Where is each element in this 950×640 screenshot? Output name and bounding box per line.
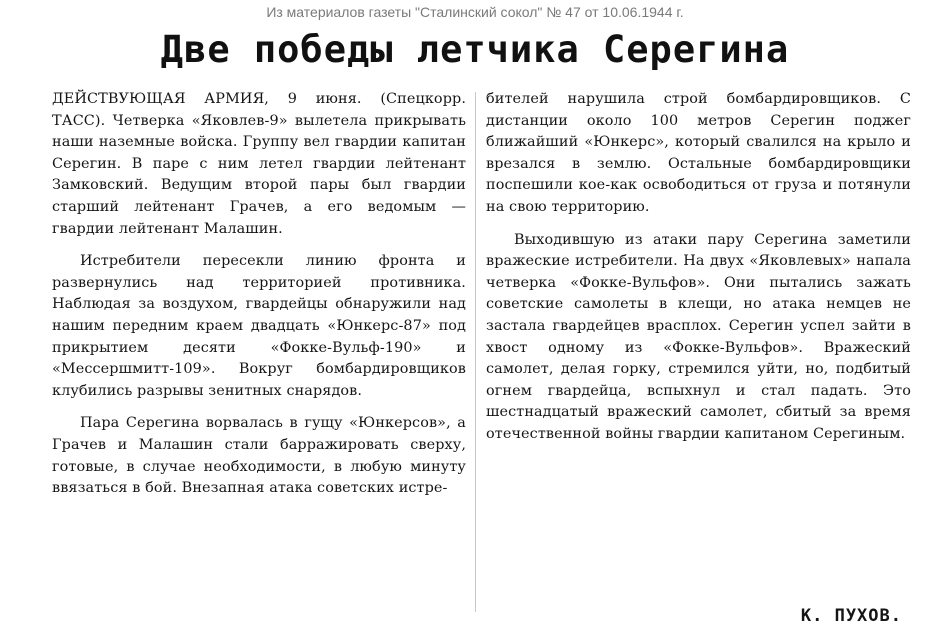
article-paragraph: бителей нарушила строй бомбардировщиков. С дистанции около 100 метров Серегин поджег ближайший «Юнкерс», который свалился на крыло и врезался в землю. Остальные бомбардировщики поспешили кое-как освободиться от груза и потянули на свою территорию. — [486, 91, 911, 215]
article-paragraph: ДЕЙСТВУЮЩАЯ АРМИЯ, 9 июня. (Спецкорр. ТАСС). Четверка «Яковлев-9» вылетела прикрывать наши наземные войска. Группу вел гвардии капитан Серегин. В паре с ним летел гвардии лейтенант Замковский. Ведущим второй пары был гвардии старший лейтенант Грачев, а его ведомым — гвардии лейтенант Малашин. — [52, 91, 466, 237]
column-divider — [475, 92, 476, 612]
article-paragraph: Пара Серегина ворвалась в гущу «Юнкерсов», а Грачев и Малашин стали барражировать сверху, готовые, в случае необходимости, в любую минуту ввязаться в бой. Внезапная атака советских истре- — [52, 415, 466, 497]
article-column-left — [52, 89, 466, 511]
article-paragraph: Выходившую из атаки пару Серегина заметили вражеские истребители. На двух «Яковлевых» напала четверка «Фокке-Вульфов». Они пытались зажать советские самолеты в клещи, но атака немцев не застала гвардейцев врасплох. Серегин успел зайти в хвост одному из «Фокке-Вульфов». Вражеский самолет, делая горку, стремился уйти, но, подбитый огнем гвардейца, вспыхнул и стал падать. Это шестнадцатый вражеский самолет, сбитый за время отечественной войны гвардии капитаном Серегиным. — [486, 231, 911, 442]
article-column-right — [486, 89, 911, 457]
source-caption: Из материалов газеты "Сталинский сокол" № 47 от 10.06.1944 г. — [266, 4, 684, 20]
article-paragraph: Истребители пересекли линию фронта и развернулись над территорией противника. Наблюдая за воздухом, гвардейцы обнаружили над нашим передним краем двадцать «Юнкерс-87» под прикрытием десяти «Фокке-Вульф-190» и «Мессершмитт-109». Вокруг бомбардировщиков клубились разрывы зенитных снарядов. — [52, 253, 466, 399]
article-headline: Две победы летчика Серегина — [160, 28, 790, 71]
article-author: К. ПУХОВ. — [800, 606, 902, 626]
